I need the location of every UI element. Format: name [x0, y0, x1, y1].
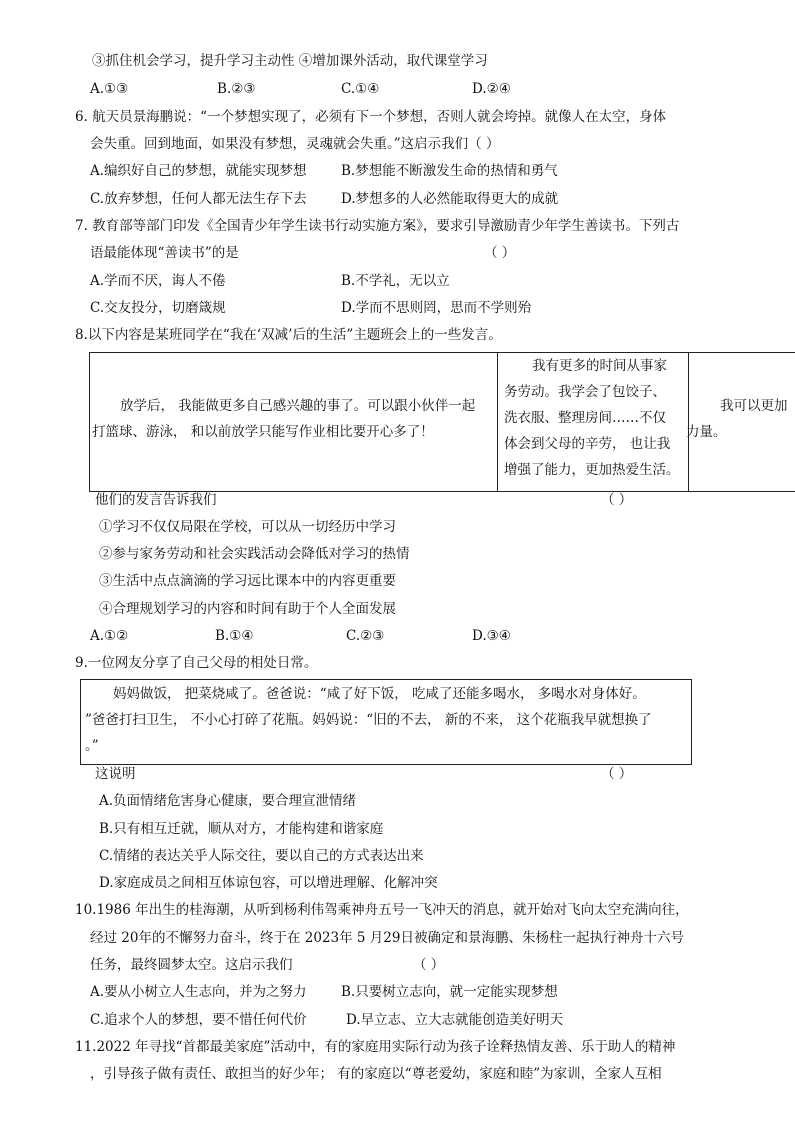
q10-option-c: C.追求个人的梦想，要不惜任何代价 [90, 1012, 307, 1028]
q8-statement-1: ①学习不仅仅局限在学校，可以从一切经历中学习 [99, 519, 396, 535]
q10-option-d: D.早立志、立大志就能创造美好明天 [346, 1012, 564, 1028]
q8-option-b: B.①④ [215, 628, 254, 644]
q7-option-a: A.学而不厌，诲人不倦 [90, 273, 226, 289]
q10-stem-line2: 经过 20年的不懈努力奋斗，终于在 2023年 5 月29日被确定和景海鹏、朱杨柱一起执行神舟十六号 [90, 930, 684, 946]
q9-option-a: A.负面情绪危害身心健康，要合理宣泄情绪 [99, 793, 357, 809]
q9-answer-paren: （ ） [601, 766, 633, 782]
q10-option-b: B.只要树立志向，就一定能实现梦想 [341, 984, 558, 1000]
q8-speech-2: 我有更多的时间从事家 务劳动。我学会了包饺子、 洗衣服、整理房间……不仅 体会到父母的辛劳， 也让我 增强了能力，更加热爱生活。 [504, 358, 680, 478]
q9-story-box [80, 679, 692, 765]
q8-option-c: C.②③ [346, 628, 385, 644]
q6-option-a: A.编织好自己的梦想，就能实现梦想 [90, 163, 307, 179]
q8-statement-4: ④合理规划学习的内容和时间有助于个人全面发展 [99, 601, 396, 617]
q6-option-d: D.梦想多的人必然能取得更大的成就 [341, 191, 559, 207]
q6-stem-line2: 会失重。回到地面，如果没有梦想，灵魂就会失重。”这启示我们（ ） [90, 136, 500, 152]
q9-ask: 这说明 [95, 766, 136, 782]
q8-speech-1: 放学后， 我能做更多自己感兴趣的事了。可以跟小伙伴一起 打篮球、游泳， 和以前放学只能写作业相比要开心多了！ [92, 398, 476, 440]
q8-answer-paren: （ ） [601, 492, 633, 508]
q8-option-d: D.③④ [472, 628, 511, 644]
q10-option-a: A.要从小树立人生志向，并为之努力 [90, 984, 307, 1000]
q9-stem: 9.一位网友分享了自己父母的相处日常。 [75, 655, 318, 671]
q8-option-a: A.①② [90, 628, 129, 644]
q9-story-text: 妈妈做饭， 把菜烧咸了。爸爸说：“咸了好下饭， 吃咸了还能多喝水， 多喝水对身体好。 ”爸爸打扫卫生， 不小心打碎了花瓶。妈妈说：“旧的不去， 新的不来， 这个花瓶我早就想换了 。” [85, 686, 652, 754]
q8-stem: 8.以下内容是某班同学在“我在‘双减’后的生活”主题班会上的一些发言。 [75, 327, 502, 343]
q10-answer-paren: （ ） [413, 957, 445, 973]
q6-stem-line1: 6. 航天员景海鹏说：“一个梦想实现了，必须有下一个梦想，否则人就会垮掉。就像人在太空，身体 [75, 109, 667, 125]
q5-option-a: A.①③ [90, 81, 129, 97]
q8-speech-table [89, 352, 795, 492]
q10-stem-line1: 10.1986 年出生的桂海潮，从听到杨利伟驾乘神舟五号一飞冲天的消息，就开始对飞向太空充满向往， [75, 902, 689, 918]
q7-option-d: D.学而不思则罔，思而不学则殆 [341, 300, 532, 316]
q5-option-c: C.①④ [341, 81, 380, 97]
q9-option-d: D.家庭成员之间相互体谅包容，可以增进理解、化解冲突 [99, 875, 438, 891]
q8-statement-2: ②参与家务劳动和社会实践活动会降低对学习的热情 [99, 546, 410, 562]
q5-statements-3-4: ③抓住机会学习，提升学习主动性 ④增加课外活动，取代课堂学习 [92, 53, 488, 69]
q10-stem-line3: 任务，最终圆梦太空。这启示我们 [90, 957, 293, 973]
q11-stem-line1: 11.2022 年寻找“首都最美家庭”活动中，有的家庭用实际行动为孩子诠释热情友善、乐于助人的精神 [75, 1039, 676, 1055]
q9-option-c: C.情绪的表达关乎人际交往，要以自己的方式表达出来 [99, 848, 424, 864]
q7-option-b: B.不学礼，无以立 [341, 273, 450, 289]
q9-option-b: B.只有相互迁就，顺从对方，才能构建和谐家庭 [99, 821, 384, 837]
q5-option-d: D.②④ [472, 81, 511, 97]
q8-table-divider-1 [497, 353, 498, 491]
q6-option-c: C.放弃梦想，任何人都无法生存下去 [90, 191, 307, 207]
q5-option-b: B.②③ [217, 81, 256, 97]
q8-ask: 他们的发言告诉我们 [95, 492, 217, 508]
q7-option-c: C.交友投分，切磨箴规 [90, 300, 226, 316]
q7-answer-paren: （ ） [484, 245, 516, 261]
q7-stem-line2: 语最能体现“善读书”的是 [90, 245, 239, 261]
q8-statement-3: ③生活中点点滴滴的学习远比课本中的内容更重要 [99, 573, 396, 589]
q6-option-b: B.梦想能不断激发生命的热情和勇气 [341, 163, 558, 179]
q8-speech-3: 我可以更加 力量。 [686, 398, 788, 440]
q7-stem-line1: 7. 教育部等部门印发《全国青少年学生读书行动实施方案》，要求引导激励青少年学生善读书。下列古 [75, 218, 680, 234]
q11-stem-line2: ，引导孩子做有责任、敢担当的好少年； 有的家庭以“尊老爱幼，家庭和睦”为家训，全家人互相 [90, 1066, 662, 1082]
